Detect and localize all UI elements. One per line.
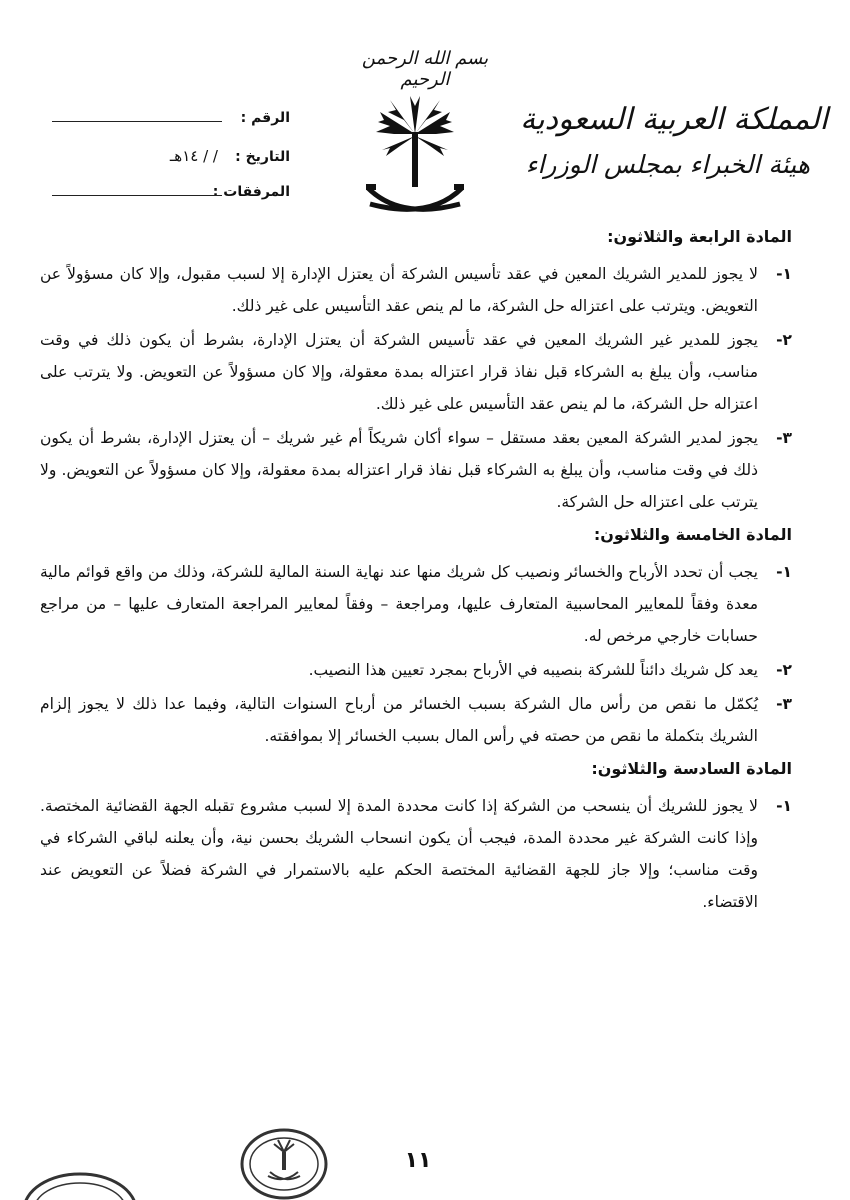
palm-swords-emblem-icon bbox=[360, 92, 470, 227]
item-number: ٢- bbox=[776, 661, 792, 679]
item-number: ٢- bbox=[776, 331, 792, 349]
kingdom-title: المملكة العربية السعودية bbox=[520, 102, 828, 137]
item-number: ١- bbox=[776, 797, 792, 815]
page-number: ١١ bbox=[404, 1148, 432, 1173]
date-label: التاريخ : bbox=[235, 149, 290, 165]
item-text: يجوز للمدير غير الشريك المعين في عقد تأسيس الشركة أن يعتزل الإدارة، بشرط أن يكون ذلك في وقت مناسب، وأن يبلغ به الشركاء قبل نفاذ قرار اعتزاله بمدة معقولة، وإلا كان مسؤولاً عن التعويض. ولا يترتب على اعتزاله حل الشركة، ما لم ينص عقد التأسيس على غير ذلك. bbox=[40, 331, 758, 413]
agency-title: هيئة الخبراء بمجلس الوزراء bbox=[525, 150, 810, 179]
partial-seal-stamp-icon bbox=[20, 1168, 140, 1200]
reference-label: الرقم : bbox=[240, 110, 290, 126]
article-35-item-3 bbox=[40, 688, 792, 752]
item-number: ٣- bbox=[776, 695, 792, 713]
item-text: يجوز لمدير الشركة المعين بعقد مستقل – سواء أكان شريكاً أم غير شريك – أن يعتزل الإدارة، بشرط أن يكون ذلك في وقت مناسب، وأن يبلغ به الشركاء قبل نفاذ قرار اعتزاله بمدة معقولة، وإلا كان مسؤولاً عن التعويض. ولا يترتب على اعتزاله حل الشركة. bbox=[40, 429, 758, 511]
item-text: يُكمّل ما نقص من رأس مال الشركة بسبب الخسائر من أرباح السنوات التالية، وفيما عدا ذلك لا يجوز إلزام الشريك بتكملة ما نقص من حصته في رأس المال بسبب الخسائر إلا بموافقته. bbox=[40, 695, 758, 745]
item-number: ٣- bbox=[776, 429, 792, 447]
article-35-heading: المادة الخامسة والثلاثون: bbox=[593, 525, 792, 544]
official-seal-stamp-icon bbox=[238, 1122, 330, 1200]
item-text: يعد كل شريك دائناً للشركة بنصيبه في الأرباح بمجرد تعيين هذا النصيب. bbox=[308, 661, 758, 679]
item-number: ١- bbox=[776, 265, 792, 283]
article-36-heading: المادة السادسة والثلاثون: bbox=[591, 759, 792, 778]
date-value: / / ١٤هـ bbox=[169, 147, 218, 165]
article-35-item-2 bbox=[40, 654, 792, 686]
article-34-heading: المادة الرابعة والثلاثون: bbox=[607, 227, 792, 246]
item-text: لا يجوز للمدير الشريك المعين في عقد تأسيس الشركة أن يعتزل الإدارة إلا لسبب مقبول، وإلا كان مسؤولاً عن التعويض. ويترتب على اعتزاله حل الشركة، ما لم ينص عقد التأسيس على غير ذلك. bbox=[40, 265, 758, 315]
attachments-row bbox=[20, 184, 290, 221]
item-text: لا يجوز للشريك أن ينسحب من الشركة إذا كانت محددة المدة إلا لسبب مشروع تقبله الجهة القضائية المختصة. وإذا كانت الشركة غير محددة المدة، فيجب أن يكون انسحاب الشريك بحسن نية، وأن يعلنه لباقي الشركاء في وقت مناسب؛ وإلا جاز للجهة القضائية المختصة الحكم عليه بالاستمرار في الشركة فضلاً عن التعويض عند الاقتضاء. bbox=[40, 797, 758, 911]
document-body bbox=[40, 222, 792, 920]
article-36-item-1 bbox=[40, 790, 792, 918]
article-34-item-1 bbox=[40, 258, 792, 322]
reference-line bbox=[52, 113, 222, 122]
date-row bbox=[20, 147, 290, 184]
item-number: ١- bbox=[776, 563, 792, 581]
basmala: بسم الله الرحمن الرحيم bbox=[361, 48, 489, 90]
article-34-item-3 bbox=[40, 422, 792, 518]
attachments-label: المرفقات : bbox=[212, 184, 290, 200]
article-35-item-1 bbox=[40, 556, 792, 652]
reference-row bbox=[20, 110, 290, 147]
document-meta bbox=[20, 110, 290, 221]
attachments-line bbox=[52, 187, 222, 196]
article-34-item-2 bbox=[40, 324, 792, 420]
item-text: يجب أن تحدد الأرباح والخسائر ونصيب كل شريك منها عند نهاية السنة المالية للشركة، وذلك من واقع قوائم مالية معدة وفقاً للمعايير المحاسبية المتعارف عليها، ومراجعة – وفقاً لمعايير المراجعة المتعارف عليها – من مراجع حسابات خارجي مرخص له. bbox=[40, 563, 758, 645]
